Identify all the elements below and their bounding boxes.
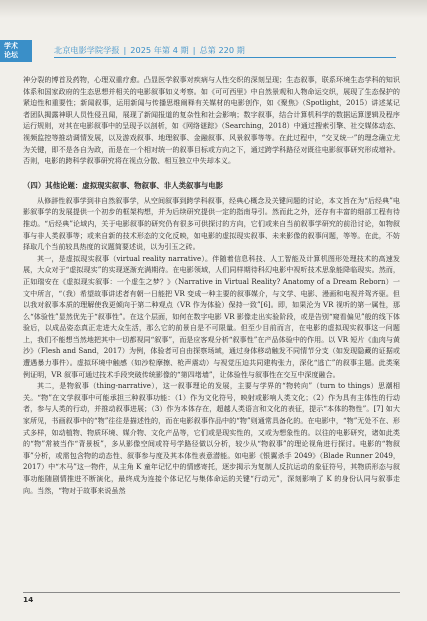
article-body: [23, 74, 400, 496]
section-tag: [0, 40, 32, 62]
page-number: 14: [23, 595, 34, 604]
page-header: [0, 40, 427, 62]
header-rule: [54, 57, 396, 58]
section-heading: （四）其他论题：虚拟现实叙事、物叙事、非人类叙事与电影: [23, 180, 224, 190]
journal-header: [54, 45, 245, 56]
top-shadow: [0, 0, 427, 18]
header-separator: |: [123, 45, 127, 55]
page-footer: [23, 592, 400, 604]
tag-line-1: 学术: [4, 42, 18, 50]
tag-line-2: 论坛: [4, 51, 18, 59]
journal-issue: 2025 年第 4 期: [130, 45, 189, 55]
paragraph: 神分裂的博首及药物，心理双重疗愈。凸显医学叙事对疾病与人性交织的深刻呈现；生态叙事，联系环境生态学科的知识体系和国家政府的生态思想并相关的电影叙事如义考察。如《可可西里》中自然景观和人物命运交织，展现了生态保护的紧迫性和重要性；新闻叙事，运用新闻与传播思维阐释有关媒材的电影创作，如《聚焦》（Spotlight，2015）讲述某记者团队揭露神职人员性侵丑闻，展现了新闻报道的复杂性和社会影响；数字叙事，结合计算机科学的数据运算逻辑及程序运行规则，对其在电影叙事中的呈现予以剖析，如《网络谜踪》（Searching，2018）中通过搜索引擎、社交媒体动态、视频监控等推动调情发展，以及游戏叙事、地理叙事、金融叙事、风景叙事等等。在此过程中，“交叉统一”的理念确立尤为关键，即不是各自为政，而是在一个相对统一的叙事目标或方向之下，通过跨学科路径对既往电影叙事研究形成增补。否则，电影的跨科学叙事研究将在视点分散、相互独立中失却本义。: [23, 75, 400, 166]
footer-rule: [23, 592, 400, 593]
header-separator: |: [192, 45, 196, 55]
paragraph: 其二，是物叙事（thing-narrative），这一叙事理论的发展，主要与学界的“物转向”（turn to things）思潮相关。“物”在文学叙事中可能承担三种叙事功能：（1）作为文化符号，映射或影响人类文化；（2）作为具有主体性的行动者，参与人类的行动，并推动叙事进展；（3）作为本体存在，超越人类语言和文化的表征，提示“本体的物性”。[7] 如大家所见，书画叙事中的“物”往往是描述性的，而在电影叙事作品中的“物”则通常具备化的。在电影中，“物”无处不在、形式多样，如动植物、物质环境、媒介物、文化产品等，它们或是现实性的，又或为想象性的。以往的电影研究，诸如此类的“物”常被当作“背景板”，多从影像空间或符号学路径做以分析，较少从“物叙事”的理论视角进行探讨。电影的“物叙事”分析，或需包含物的动态性、叙事参与度及其本体性表意潜能。如电影《银翼杀手 2049》（Blade Runner 2049，2017）中“木马”这一物件，从主角 K 童年记忆中的情感寄托，逐步揭示为复制人反抗运动的象征符号，其物质形态与叙事功能随剧情推进不断演化，最终成为连接个体记忆与集体命运的关键“行动元”，深刻影响了 K 的身份认同与叙事走向。当然，“物对于故事来说虽然: [23, 381, 400, 495]
journal-name: 北京电影学院学报: [54, 45, 120, 55]
journal-total-issue: 总第 220 期: [199, 45, 245, 55]
paragraph: 其一，是虚拟现实叙事（virtual reality narrative）。伴随着信息科技、人工智能及计算机图形处理技术的高速发展，大众对于“虚拟现实”的实现逐渐充满期待。在电影领域，人们同样期待科幻电影中视听技术思象能降临现实。然而，正如瑞安在《虚拟现实叙事：一个虚生之梦？》（Narrative in Virtual Reality? Anatomy of a Dream Reborn）一文中所言，“（我）希望故事讲述者有朝一日能把 VR 变成一种主要的叙事媒介，与文学、电影、漫画和电视并驾齐驱。但以我对叙事本质的理解使我更倾向于第二种观点（VR 作为体验）保持一致”[6]。即，如果沦为 VR 视听的第一属性，那么“体验性”显然优先于“叙事性”。在这个层面，如何在数字电影 VR 影像走出实验阶段，或是告别“窥看偏见”般的线下体验后，以成品姿态真正走进大众生活，那么它的前景自是不可限量。但至少目前而言，在电影的虚拟现实叙事这一问题上，我们不能想当然地把其中一切都视同“叙事”，而是应客观分析“叙事性”在产品体验中的作用。以 VR 短片《血肉与黄沙》（Flesh and Sand，2017）为例，体验者可自由探察场域，通过身体移动触发不同情节分支（如发现隐藏的证据或遭遇暴力事件）。虚拟环境中触感（如沙粒摩擦、枪声震动）与视觉压迫共同建构张力，深化“逃亡”的叙事主题。此类案例证明，VR 叙事可通过技术手段突破传统影像的“第四堵墙”，让体验性与叙事性在交互中深度融合。: [23, 253, 400, 379]
paragraph: 从修辞性叙事学到非自然叙事学，从空间叙事到跨学科叙事，经典心概念及关键问题的讨论，本文旨在为“后经典”电影叙事学的发展提供一个初步的框架构想，并为后续研究提供一定的指南导引。然而此之外，还存有丰富的细部工程有待推动。“后经典”论域内，关于电影叙事的研究仍有很多可供探讨的方向，它们或来自当前叙事学研究的前沿讨论，如物叙事与非人类叙事等；或来自新的技术形态的文化反映，如电影的虚拟现实叙事、未来影像的叙事问题，等等。在此，不妨择取几个当前较具热度的议题简要述说，以为引玉之砖。: [23, 195, 400, 252]
